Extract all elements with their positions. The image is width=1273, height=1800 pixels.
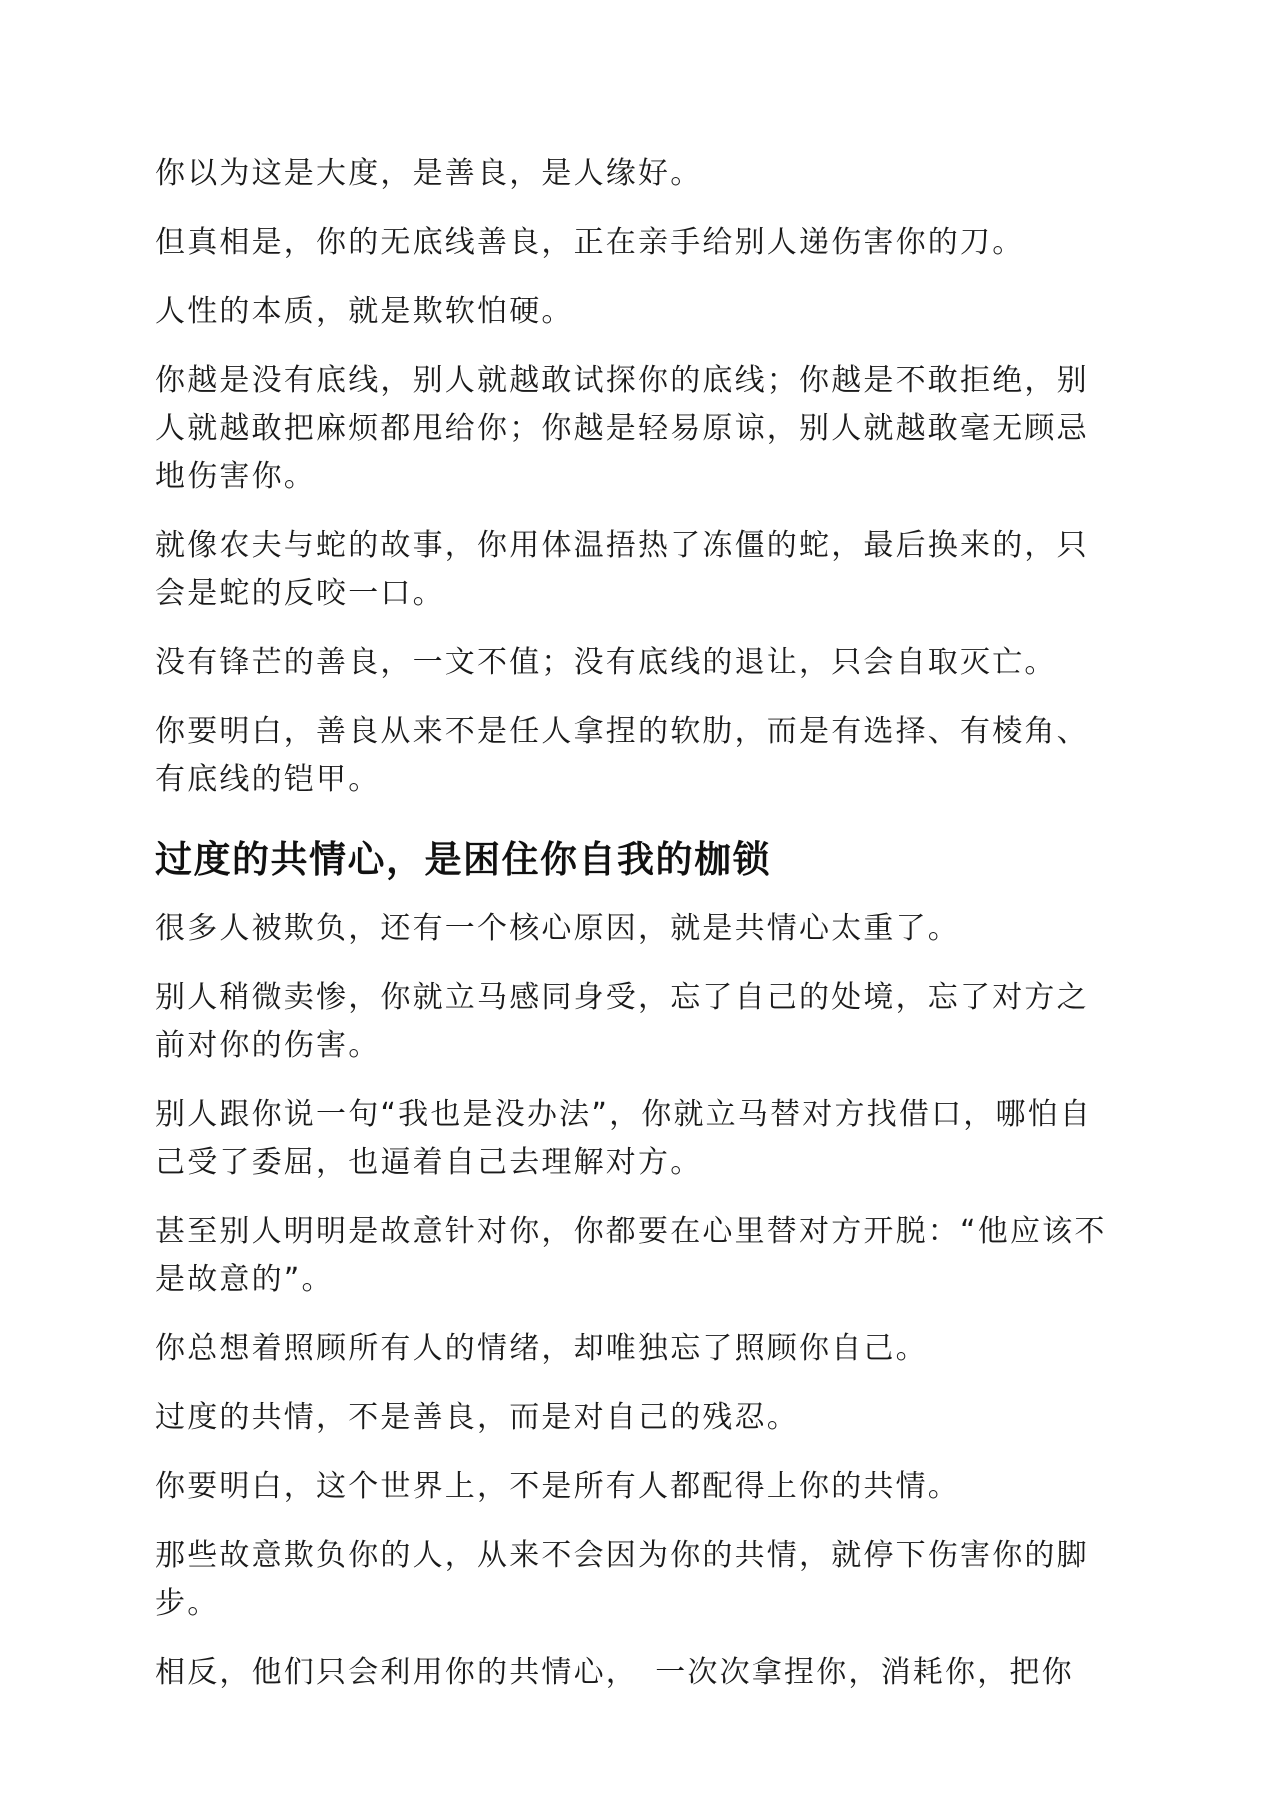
paragraph-6: 没有锋芒的善良，一文不值；没有底线的退让，只会自取灭亡。 <box>155 645 1057 680</box>
paragraph-3: 人性的本质，就是欺软怕硬。 <box>155 294 574 329</box>
paragraph-9: 别人稍微卖惨，你就立马感同身受，忘了自己的处境，忘了对方之前对你的伤害。 <box>155 980 1089 1063</box>
paragraph-7: 你要明白，善良从来不是任人拿捏的软肋，而是有选择、有棱角、有底线的铠甲。 <box>155 714 1089 797</box>
section-heading: 过度的共情心，是困住你自我的枷锁 <box>155 838 771 881</box>
paragraph-5: 就像农夫与蛇的故事，你用体温捂热了冻僵的蛇，最后换来的，只会是蛇的反咬一口。 <box>155 528 1089 611</box>
paragraph-4: 你越是没有底线，别人就越敢试探你的底线；你越是不敢拒绝，别人就越敢把麻烦都甩给你；你越是轻易原谅，别人就越敢毫无顾忌地伤害你。 <box>155 363 1089 494</box>
paragraph-16: 相反，他们只会利用你的共情心， 一次次拿捏你，消耗你，把你 <box>155 1655 1074 1690</box>
paragraph-13: 过度的共情，不是善良，而是对自己的残忍。 <box>155 1400 799 1435</box>
article-body <box>155 150 1115 1697</box>
paragraph-10: 别人跟你说一句“我也是没办法”，你就立马替对方找借口，哪怕自己受了委屈，也逼着自己去理解对方。 <box>155 1097 1093 1180</box>
paragraph-15: 那些故意欺负你的人，从来不会因为你的共情，就停下伤害你的脚步。 <box>155 1538 1089 1621</box>
paragraph-12: 你总想着照顾所有人的情绪，却唯独忘了照顾你自己。 <box>155 1331 928 1366</box>
paragraph-2: 但真相是，你的无底线善良，正在亲手给别人递伤害你的刀。 <box>155 225 1025 260</box>
paragraph-14: 你要明白，这个世界上，不是所有人都配得上你的共情。 <box>155 1469 960 1504</box>
paragraph-11: 甚至别人明明是故意针对你，你都要在心里替对方开脱：“他应该不是故意的”。 <box>155 1214 1107 1297</box>
paragraph-1: 你以为这是大度，是善良，是人缘好。 <box>155 156 703 191</box>
paragraph-8: 很多人被欺负，还有一个核心原因，就是共情心太重了。 <box>155 911 960 946</box>
